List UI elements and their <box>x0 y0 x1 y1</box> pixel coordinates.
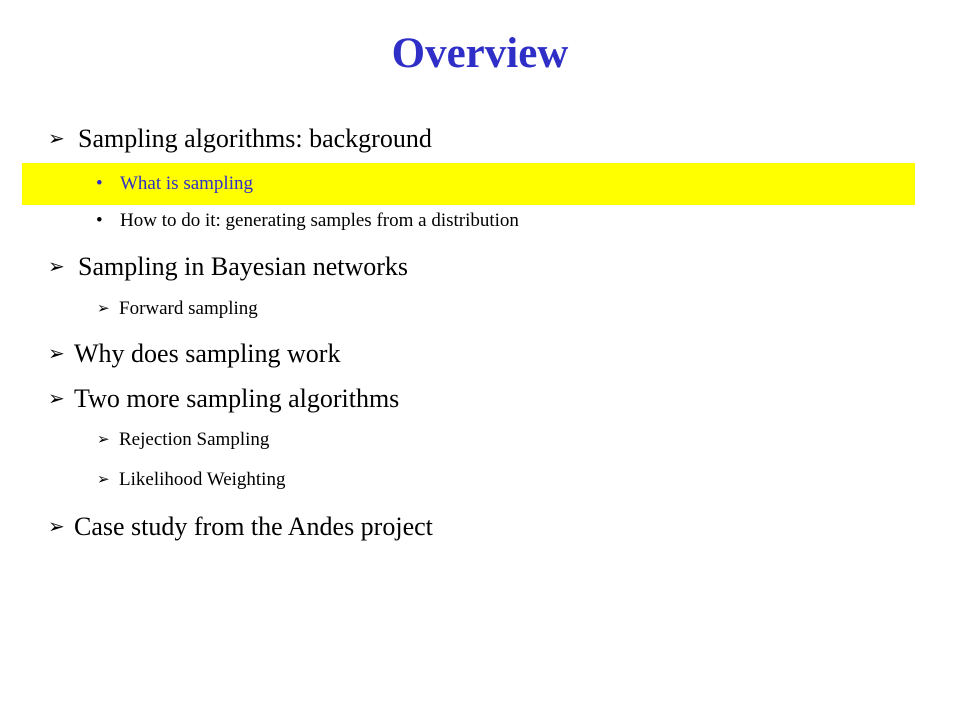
bullet-text: Two more sampling algorithms <box>74 384 400 413</box>
arrow-bullet-icon: ➢ <box>48 256 65 278</box>
arrow-bullet-icon: ➢ <box>48 343 65 365</box>
bullet-item-highlighted <box>96 174 253 193</box>
bullet-item <box>48 386 399 412</box>
arrow-bullet-icon: ➢ <box>48 128 65 150</box>
bullet-item <box>48 126 432 152</box>
bullet-text: Sampling in Bayesian networks <box>78 252 409 281</box>
bullet-text: What is sampling <box>120 173 253 194</box>
bullet-text: Why does sampling work <box>74 339 341 368</box>
bullet-text: Likelihood Weighting <box>119 469 286 490</box>
bullet-item <box>97 430 269 449</box>
arrow-bullet-icon: ➢ <box>97 301 110 317</box>
bullet-item <box>48 341 340 367</box>
arrow-bullet-icon: ➢ <box>48 516 65 538</box>
arrow-bullet-icon: ➢ <box>97 472 110 488</box>
bullet-text: Case study from the Andes project <box>74 512 433 541</box>
bullet-item <box>48 254 408 280</box>
bullet-item <box>97 470 285 489</box>
arrow-bullet-icon: ➢ <box>97 432 110 448</box>
bullet-text: How to do it: generating samples from a distribution <box>120 210 519 231</box>
bullet-item <box>97 299 258 318</box>
bullet-text: Sampling algorithms: background <box>78 124 432 153</box>
bullet-item <box>96 211 519 230</box>
slide-title: Overview <box>391 30 569 77</box>
dot-bullet-icon: • <box>96 210 103 231</box>
arrow-bullet-icon: ➢ <box>48 388 65 410</box>
bullet-item <box>48 514 433 540</box>
bullet-text: Rejection Sampling <box>119 429 270 450</box>
dot-bullet-icon: • <box>96 173 103 194</box>
bullet-text: Forward sampling <box>119 298 258 319</box>
